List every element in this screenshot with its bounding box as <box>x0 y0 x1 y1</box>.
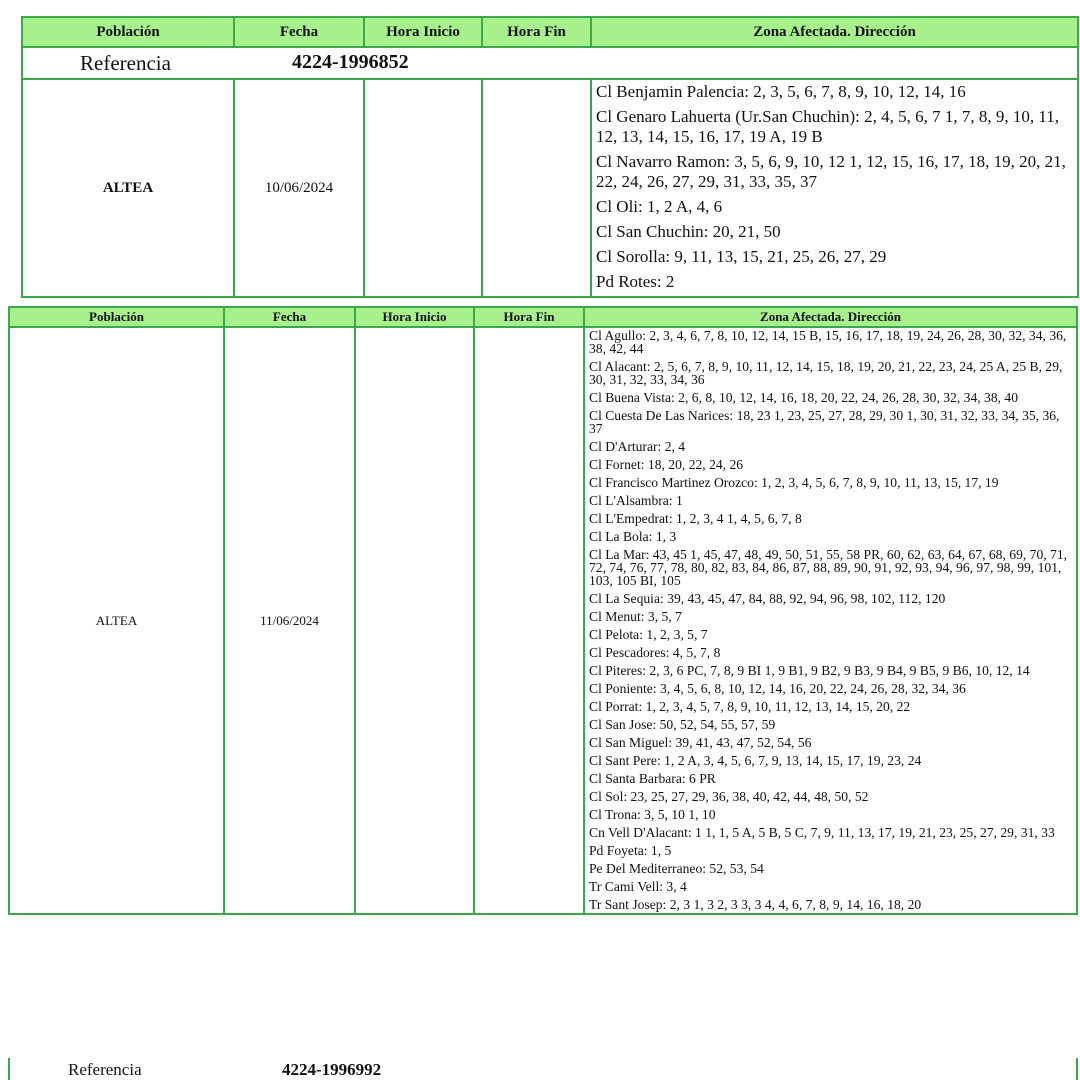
header-poblacion: Población <box>9 307 224 327</box>
address-line: Tr Cami Vell: 3, 4 <box>589 879 687 894</box>
address-line: Cl Agullo: 2, 3, 4, 6, 7, 8, 10, 12, 14, 15 B, 15, 16, 17, 18, 19, 24, 26, 28, 30, 32, 34, 36, 38, 42, 44 <box>589 328 1067 356</box>
outage-table-2 <box>8 306 1078 915</box>
hora-fin-cell <box>482 79 591 297</box>
address-line: Cl San Chuchin: 20, 21, 50 <box>596 222 781 241</box>
address-line: Cl Oli: 1, 2 A, 4, 6 <box>596 197 723 216</box>
address-line: Pe Del Mediterraneo: 52, 53, 54 <box>589 861 764 876</box>
reference-number: 4224-1996852 <box>292 51 409 73</box>
outage-table-1 <box>21 16 1079 298</box>
address-line: Cl San Jose: 50, 52, 54, 55, 57, 59 <box>589 717 776 732</box>
reference-label: Referencia <box>68 1060 142 1079</box>
reference-label: Referencia <box>80 51 171 75</box>
address-line: Cl Fornet: 18, 20, 22, 24, 26 <box>589 457 744 472</box>
address-line: Cl Alacant: 2, 5, 6, 7, 8, 9, 10, 11, 12, 14, 15, 18, 19, 20, 21, 22, 23, 24, 25 A, 25 B, 29, 30, 31, 32, 33, 34, 36 <box>589 359 1063 387</box>
address-list-cell <box>584 327 1077 914</box>
address-line: Cl Pelota: 1, 2, 3, 5, 7 <box>589 627 708 642</box>
address-line: Cl Pescadores: 4, 5, 7, 8 <box>589 645 721 660</box>
table-header-row <box>9 307 1077 327</box>
fecha-cell: 11/06/2024 <box>224 327 355 914</box>
header-zona: Zona Afectada. Dirección <box>591 17 1078 47</box>
reference-number: 4224-1996992 <box>282 1060 382 1079</box>
address-list-cell <box>591 79 1078 297</box>
address-line: Pd Foyeta: 1, 5 <box>589 843 672 858</box>
address-line: Cl Genaro Lahuerta (Ur.San Chuchin): 2, 4, 5, 6, 7 1, 7, 8, 9, 10, 11, 12, 13, 14, 15, 16, 17, 19 A, 19 B <box>596 107 1060 146</box>
address-line: Cl Sant Pere: 1, 2 A, 3, 4, 5, 6, 7, 9, 13, 14, 15, 17, 19, 23, 24 <box>589 753 922 768</box>
address-line: Cl La Sequia: 39, 43, 45, 47, 84, 88, 92, 94, 96, 98, 102, 112, 120 <box>589 591 946 606</box>
table-row <box>9 327 1077 914</box>
fecha-cell: 10/06/2024 <box>234 79 364 297</box>
address-line: Cl La Mar: 43, 45 1, 45, 47, 48, 49, 50, 51, 55, 58 PR, 60, 62, 63, 64, 67, 68, 69, 70, 71, 72, 74, 76, 77, 78, 80, 82, 83, 84, 86, 87, 88, 89, 90, 91, 92, 93, 94, 96, 97, 98, 99, 101, 103, 105 BI, 105 <box>589 547 1068 588</box>
hora-inicio-cell <box>364 79 482 297</box>
reference-row <box>8 1058 1078 1080</box>
header-hora-fin: Hora Fin <box>482 17 591 47</box>
address-line: Cl L'Alsambra: 1 <box>589 493 683 508</box>
reference-row <box>22 47 1078 79</box>
address-line: Cl L'Empedrat: 1, 2, 3, 4 1, 4, 5, 6, 7, 8 <box>589 511 802 526</box>
address-line: Cl Cuesta De Las Narices: 18, 23 1, 23, 25, 27, 28, 29, 30 1, 30, 31, 32, 33, 34, 35, 36, 37 <box>589 408 1060 436</box>
address-line: Cl Menut: 3, 5, 7 <box>589 609 682 624</box>
address-line: Cl Sorolla: 9, 11, 13, 15, 21, 25, 26, 27, 29 <box>596 247 887 266</box>
table-header-row <box>22 17 1078 47</box>
header-hora-inicio: Hora Inicio <box>364 17 482 47</box>
address-line: Cl Poniente: 3, 4, 5, 6, 8, 10, 12, 14, 16, 20, 22, 24, 26, 28, 32, 34, 36 <box>589 681 966 696</box>
address-line: Cl Buena Vista: 2, 6, 8, 10, 12, 14, 16, 18, 20, 22, 24, 26, 28, 30, 32, 34, 38, 40 <box>589 390 1019 405</box>
address-line: Tr Sant Josep: 2, 3 1, 3 2, 3 3, 3 4, 4, 6, 7, 8, 9, 14, 16, 18, 20 <box>589 897 922 912</box>
header-fecha: Fecha <box>234 17 364 47</box>
address-line: Cl Santa Barbara: 6 PR <box>589 771 716 786</box>
address-line: Cl Francisco Martinez Orozco: 1, 2, 3, 4, 5, 6, 7, 8, 9, 10, 11, 13, 15, 17, 19 <box>589 475 999 490</box>
address-line: Cl La Bola: 1, 3 <box>589 529 677 544</box>
address-line: Cn Vell D'Alacant: 1 1, 1, 5 A, 5 B, 5 C, 7, 9, 11, 13, 17, 19, 21, 23, 25, 27, 29, 31, 33 <box>589 825 1055 840</box>
address-line: Cl Benjamin Palencia: 2, 3, 5, 6, 7, 8, 9, 10, 12, 14, 16 <box>596 82 966 101</box>
address-line: Cl San Miguel: 39, 41, 43, 47, 52, 54, 56 <box>589 735 812 750</box>
table-row <box>22 79 1078 297</box>
header-poblacion: Población <box>22 17 234 47</box>
header-fecha: Fecha <box>224 307 355 327</box>
header-hora-inicio: Hora Inicio <box>355 307 474 327</box>
address-line: Cl Piteres: 2, 3, 6 PC, 7, 8, 9 BI 1, 9 B1, 9 B2, 9 B3, 9 B4, 9 B5, 9 B6, 10, 12, 14 <box>589 663 1030 678</box>
address-line: Pd Rotes: 2 <box>596 272 675 291</box>
hora-inicio-cell <box>355 327 474 914</box>
poblacion-cell: ALTEA <box>22 79 234 297</box>
poblacion-cell: ALTEA <box>9 327 224 914</box>
address-line: Cl Navarro Ramon: 3, 5, 6, 9, 10, 12 1, 12, 15, 16, 17, 18, 19, 20, 21, 22, 24, 26, 27, 29, 31, 33, 35, 37 <box>596 152 1066 191</box>
address-line: Cl Trona: 3, 5, 10 1, 10 <box>589 807 716 822</box>
address-line: Cl Porrat: 1, 2, 3, 4, 5, 7, 8, 9, 10, 11, 12, 13, 14, 15, 20, 22 <box>589 699 911 714</box>
address-line: Cl D'Arturar: 2, 4 <box>589 439 686 454</box>
header-zona: Zona Afectada. Dirección <box>584 307 1077 327</box>
header-hora-fin: Hora Fin <box>474 307 584 327</box>
address-line: Cl Sol: 23, 25, 27, 29, 36, 38, 40, 42, 44, 48, 50, 52 <box>589 789 869 804</box>
hora-fin-cell <box>474 327 584 914</box>
